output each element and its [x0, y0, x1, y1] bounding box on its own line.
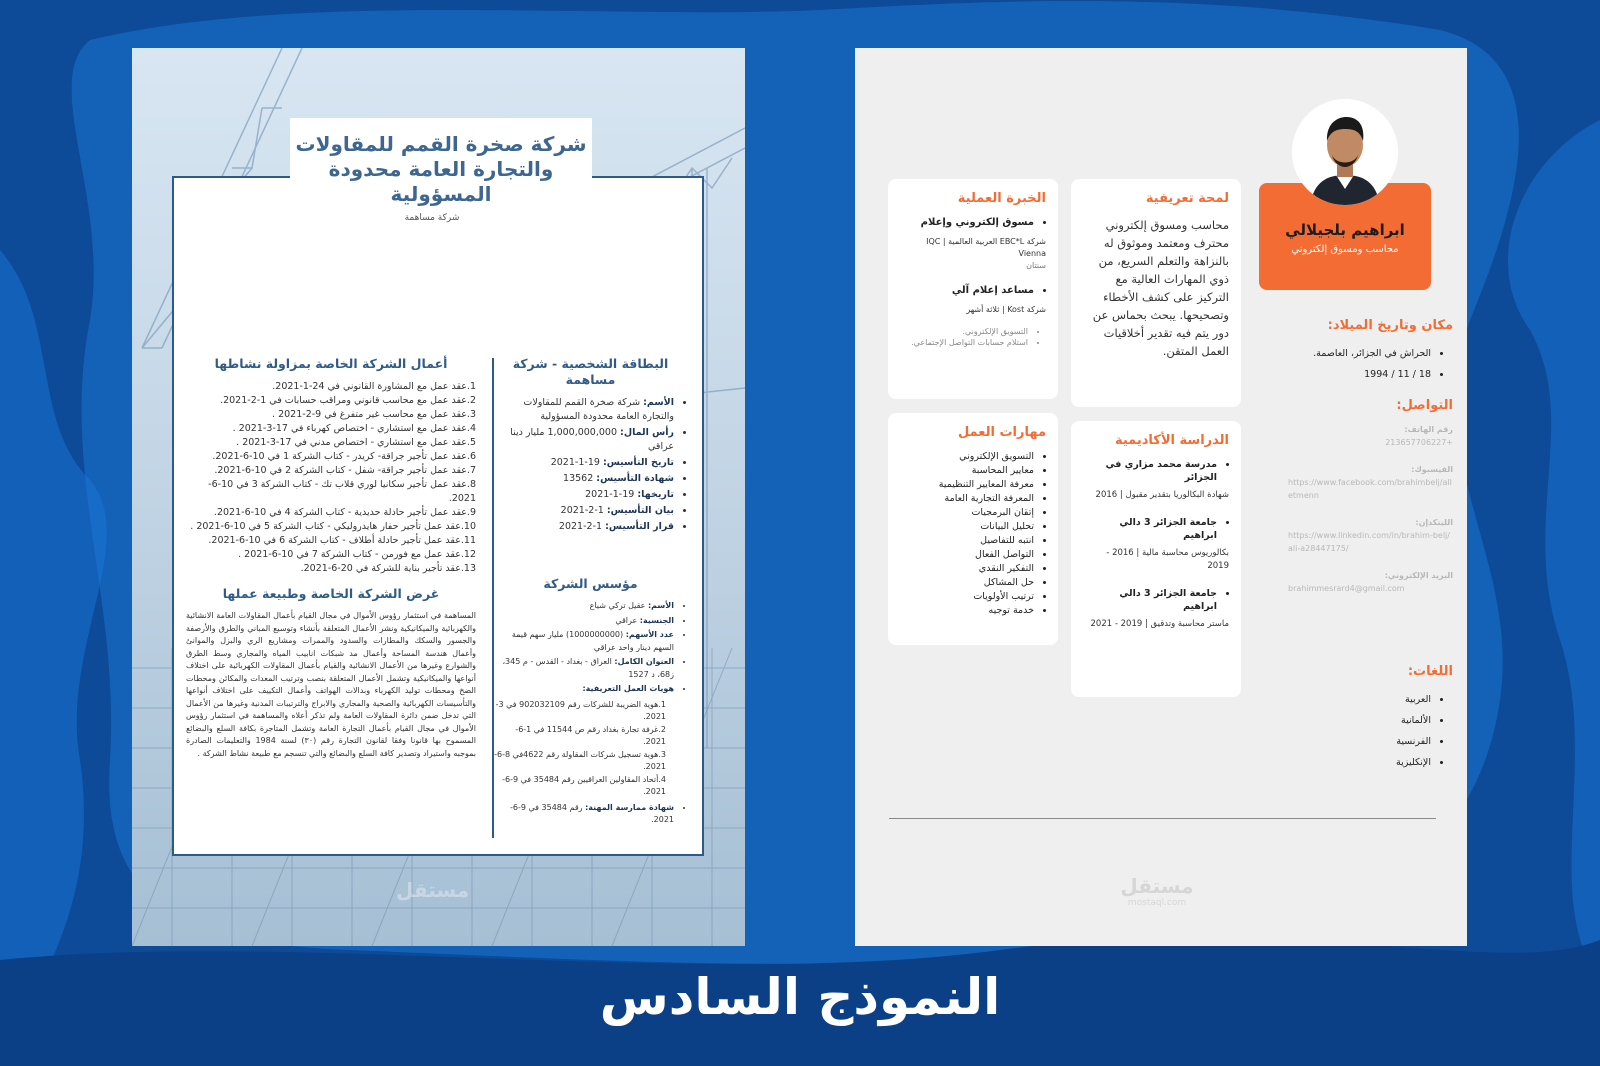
list-item: • هويات العمل التعريفية:	[493, 683, 674, 696]
contact-value: +213657706227	[1385, 438, 1453, 447]
list-item: • المعرفة التجارية العامة	[900, 492, 1034, 506]
list-item: • معايير المحاسبة	[900, 464, 1034, 478]
list-item: • انتبه للتفاصيل	[900, 534, 1034, 548]
list-item: • تحليل البيانات	[900, 520, 1034, 534]
company-title-box	[290, 118, 592, 252]
list-item: • الحراش في الجزائر، العاصمة.	[1288, 343, 1431, 364]
list-item: • مساعد إعلام آلي	[900, 284, 1034, 298]
profile-heading: لمحة تعريفية	[1145, 191, 1229, 206]
list-item: • حل المشاكل	[900, 576, 1034, 590]
id-card-list	[493, 396, 688, 534]
contact-value: brahimmesrard4@gmail.com	[1288, 584, 1405, 593]
contact-value: https://www.linkedin.com/in/brahim-belj/ali-a28447175/	[1288, 531, 1450, 553]
list-item: 12.عقد عمل مع فورمن - كتاب الشركة 7 في 10-6-2021 .	[238, 549, 476, 560]
languages-heading: اللغات:	[1407, 664, 1453, 679]
template-caption: النموذج السادس	[599, 968, 1001, 1026]
list-item: 7.عقد عمل تأجير جراقة- شفل - كتاب الشركة 2 في 10-6-2021.	[214, 465, 476, 476]
list-item: • تاريخها: 19-1-2021	[493, 488, 674, 502]
list-item: • الفرنسية	[1288, 731, 1431, 752]
list-item: 8.عقد عمل تأجير سكانيا لوري قلاب تك - كتاب الشركة 3 في 10-6-2021.	[208, 479, 476, 504]
job-company: شركة Kost | ثلاثة أشهر	[966, 305, 1046, 314]
content-panel	[172, 176, 704, 856]
founder-list	[493, 600, 688, 696]
list-item: 9.عقد عمل تأجير حادلة حديدية - كتاب الشركة 4 في 10-6-2021.	[213, 507, 476, 518]
tasks-list	[900, 326, 1046, 348]
list-item: • مسوق إلكتروني وإعلام	[900, 216, 1034, 230]
list-item: • جامعة الجزائر 3 دالي ابراهيم	[1083, 587, 1217, 613]
list-item: • شهادة ممارسة المهنة: رقم 35484 في 9-6-2021.	[493, 802, 674, 827]
avatar	[1292, 99, 1398, 205]
id-card-heading: البطاقة الشخصية - شركة مساهمة	[512, 356, 669, 387]
skills-list	[900, 450, 1046, 618]
company-profile-sheet	[132, 48, 745, 946]
list-item: • التواصل الفعال	[900, 548, 1034, 562]
list-item: • الجنسية: عراقي	[493, 615, 674, 628]
list-item: • تاريخ التأسيس: 19-1-2021	[493, 456, 674, 470]
list-item: • عدد الأسهم: (1000000000) مليار سهم قيمة السهم دينار واحد عراقي	[493, 629, 674, 654]
company-title: شركة صخرة القمم للمقاولات والتجارة العامة محدودة المسؤولية	[295, 132, 587, 206]
list-item: • استلام حسابات التواصل الإجتماعي.	[900, 337, 1028, 348]
education-list	[1083, 458, 1229, 484]
activities-heading: أعمال الشركة الخاصة بمزاولة نشاطها	[214, 356, 448, 371]
list-item: • التسويق الإلكتروني	[900, 450, 1034, 464]
experience-list-2	[900, 284, 1046, 298]
list-item: 5.عقد عمل مع استشاري - اختصاص مدني في 17-3-2021 .	[236, 437, 476, 448]
list-item: • إتقان البرمجيات	[900, 506, 1034, 520]
languages-section	[1288, 664, 1453, 773]
list-item: 3.عقد عمل مع محاسب غير متفرغ في 9-2-2021 .	[272, 409, 476, 420]
contact-label: رقم الهاتف:	[1404, 425, 1453, 434]
birth-section	[1288, 318, 1453, 385]
list-item: • قرار التأسيس: 1-2-2021	[493, 520, 674, 534]
cv-sheet	[855, 48, 1467, 946]
education-detail: شهادة البكالوريا بتقدير مقبول | 2016	[1095, 490, 1229, 500]
contact-heading: التواصل:	[1396, 398, 1453, 413]
list-item: • الأسم: شركة صخرة القمم للمقاولات والتجارة العامة محدودة المسؤولية	[493, 396, 674, 424]
founder-heading: مؤسس الشركة	[543, 576, 638, 591]
birth-heading: مكان وتاريخ الميلاد:	[1327, 318, 1453, 333]
languages-list	[1288, 689, 1453, 773]
list-item: 10.عقد عمل تأجير حفار هايدروليكي - كتاب الشركة 5 في 10-6-2021 .	[190, 521, 476, 532]
list-item: • ترتيب الأولويات	[900, 590, 1034, 604]
list-item: • شهادة التأسيس: 13562	[493, 472, 674, 486]
person-photo-icon	[1292, 99, 1398, 205]
list-item: 13.عقد تأجير بناية للشركة في 20-6-2021.	[300, 563, 476, 574]
contact-value: https://www.facebook.com/brahimbelj/alletmenn	[1288, 478, 1452, 500]
contact-label: اللينكدإن:	[1415, 518, 1453, 527]
list-item: • معرفة المعايير التنظيمية	[900, 478, 1034, 492]
list-item: 6.عقد عمل تأجير جراقة- كريدر - كتاب الشركة 1 في 10-6-2021.	[212, 451, 476, 462]
activities-list	[186, 380, 476, 576]
watermark: مستقل mostaql.com	[1120, 874, 1194, 908]
experience-heading: الخبرة العملية	[957, 191, 1046, 206]
list-item: 11.عقد عمل تأجير حادلة أطلاف - كتاب الشركة 6 في 10-6-2021.	[208, 535, 476, 546]
list-item: • 18 / 11 / 1994	[1288, 364, 1431, 385]
list-item: • التفكير النقدي	[900, 562, 1034, 576]
list-item: • جامعة الجزائر 3 دالي ابراهيم	[1083, 516, 1217, 542]
list-item: 4.عقد عمل مع استشاري - اختصاص كهرباء في 17-3-2021 .	[232, 423, 476, 434]
person-name: ابراهيم بلجيلالي	[1285, 221, 1405, 239]
education-list-2	[1083, 516, 1229, 542]
list-item: • مدرسة محمد مزاري في الجزائر	[1083, 458, 1217, 484]
watermark: مستقل	[396, 878, 470, 902]
id-card-section	[493, 356, 688, 829]
job-duration: سنتان	[1026, 261, 1046, 270]
list-item: • العربية	[1288, 689, 1431, 710]
list-item: • التسويق الإلكتروني.	[900, 326, 1028, 337]
education-card	[1071, 421, 1241, 697]
education-detail: ماستر محاسبة وتدقيق | 2019 - 2021	[1090, 619, 1229, 629]
education-list-3	[1083, 587, 1229, 613]
job-company: شركة EBC*L العربية العالمية | IQC Vienna	[926, 237, 1046, 258]
list-item: • الألمانية	[1288, 710, 1431, 731]
list-item: • بيان التأسيس: 1-2-2021	[493, 504, 674, 518]
contact-label: الفيسبوك:	[1411, 465, 1453, 474]
company-type: شركة مساهمة	[404, 213, 460, 223]
profile-text: محاسب ومسوق إلكتروني محترف ومعتمد وموثوق له بالنزاهة والتعلم السريع، من ذوي المهارات العالية مع التركيز على كشف الأخطاء وتصحيحها. يبحث بحماس عن دور يتم فيه تقدير أخلاقيات العمل المتقن.	[1092, 218, 1229, 358]
list-item: • خدمة توجيه	[900, 604, 1034, 618]
list-item: 1.عقد عمل مع المشاورة القانوني في 24-1-2021.	[272, 381, 476, 392]
list-item: • العنوان الكامل: العراق - بغداد - القدس - م 345، ز68، د 1527	[493, 656, 674, 681]
experience-list	[900, 216, 1046, 230]
contact-section	[1288, 398, 1453, 595]
job-title: محاسب ومسوق إلكتروني	[1291, 244, 1399, 255]
list-item: • الأسم: عقيل تركي شياع	[493, 600, 674, 613]
activities-section	[186, 356, 476, 760]
skills-card	[888, 413, 1058, 645]
contact-label: البريد الإلكتروني:	[1384, 571, 1453, 580]
divider	[889, 818, 1436, 819]
skills-heading: مهارات العمل	[957, 425, 1046, 440]
list-item: • رأس المال: 1,000,000,000 مليار دينا عراقي	[493, 426, 674, 454]
experience-card	[888, 179, 1058, 399]
list-item: 2.عقد عمل مع محاسب قانوني ومراقب حسابات في 1-2-2021.	[220, 395, 476, 406]
founder-ids: 1.هوية الضريبة للشركات رقم 902032109 في 3-2021. 2.غرفة تجارة بغداد رقم ص 11544 في 1-6-2021. 3.هوية تسجيل شركات المقاولة رقم 4622في 8-6-2021. 4.أتحاد المقاولين العراقيين رقم 35484 في 9-6-2021.	[494, 699, 666, 796]
education-heading: الدراسة الأكاديمية	[1114, 433, 1229, 448]
purpose-text: المساهمة في استثمار رؤوس الأموال في مجال القيام بأعمال المقاولات العامة الانشائية والكهربائية والميكانيكية ونشر الأعمال المتعلقة بأنشاء وتوسيع المباني والطرق والأرصفة والجسور والسكك والمطارات والسدود والممرات ومشاريع الري والبزل والموانئ وأعمال هندسة المساحة وأعمال مد شبكات انابيب المياه والمجاري وسط الطرق والشوارع وغيرها من الأعمال الانشائية والقيام بأعمال المقاولات الكهربائية على اختلاف أنواعها والميكانيكية وتشمل الأعمال المتعلقة بنصب وترتيب المعدات والمكائن ومحطات الضخ ومحطات توليد الكهرباء وبدالات الهواتف وأعمال التكييف على اختلاف أنواعها والتأسيسات الكهربائية والصحية والمجاري والابراج والترتيبات المدنية وغيرها من الأعمال التي تدخل ضمن دائرة المقاولات العامة ولم تذكر أعلاه والمساهمة في استثمار رؤوس الأموال في مجال القيام بأعمال التجارة العامة وتشمل المتاجرة بكافة السلع والبضائع المسموح بها قانونا وفقا لقانون التجارة رقم (٣٠) لسنة 1984 والتعليمات الصادرة بموجبه واستيراد وتصدير كافة السلع والبضائع والتي تنسجم مع طبيعة نشاط الشركة .	[186, 611, 476, 758]
profile-card	[1071, 179, 1241, 407]
list-item: • الإنكليزية	[1288, 752, 1431, 773]
license-list	[493, 802, 688, 827]
birth-list	[1288, 343, 1453, 385]
purpose-heading: غرض الشركة الخاصة وطبيعة عملها	[222, 586, 440, 601]
education-detail: بكالوريوس محاسبة مالية | 2016 - 2019	[1106, 548, 1229, 571]
